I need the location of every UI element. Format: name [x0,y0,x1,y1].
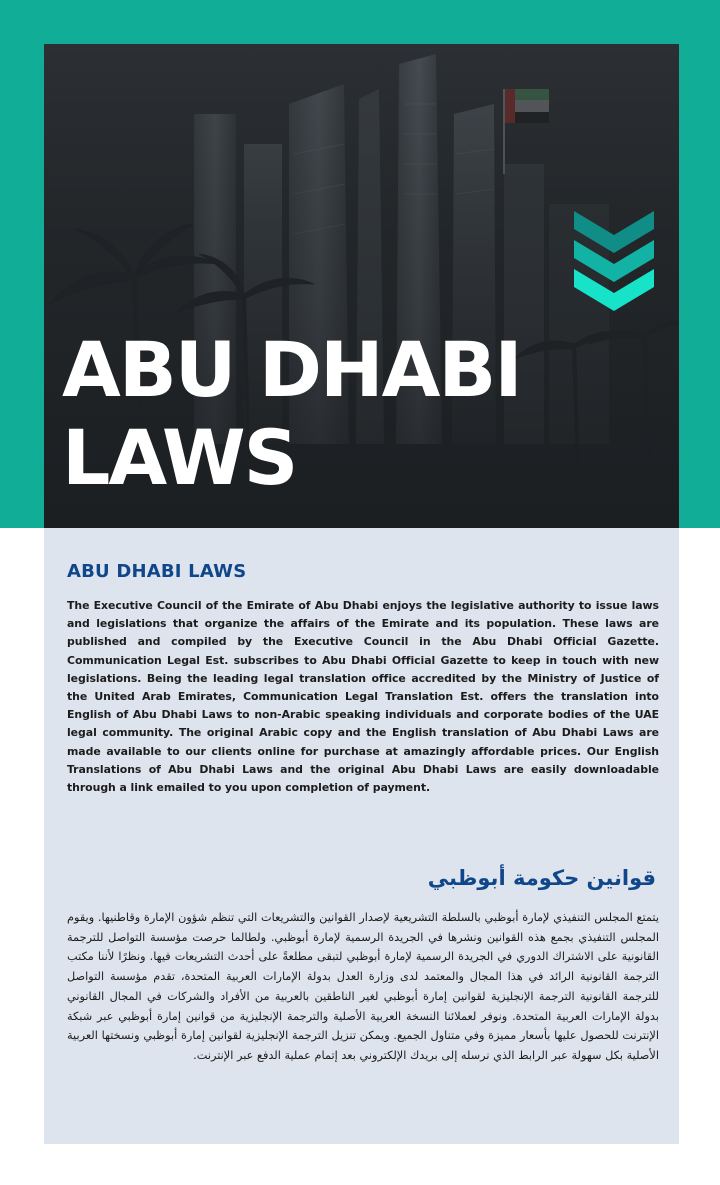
hero-banner [44,44,679,528]
hero-title-line-2: LAWS [62,413,297,502]
english-paragraph: The Executive Council of the Emirate of Abu Dhabi enjoys the legislative authority to issue laws and legislations that organize the affairs of the Emirate and its population. These laws are published and compiled by the Executive Council in the Abu Dhabi Official Gazette. Communication Legal Est. subscribes to Abu Dhabi Official Gazette to keep in touch with new legislations. Being the leading legal translation office accredited by the Ministry of Justice of the United Arab Emirates, Communication Legal Translation Est. offers the translation into English of Abu Dhabi Laws to non-Arabic speaking individuals and corporate bodies of the UAE legal community. The original Arabic copy and the English translation of Abu Dhabi Laws are made available to our clients online for purchase at amazingly affordable prices. Our English Translations of Abu Dhabi Laws and the original Abu Dhabi Laws are easily downloadable through a link emailed to you upon completion of payment. [67,599,659,795]
arabic-paragraph: يتمتع المجلس التنفيذي لإمارة أبوظبي بالسلطة التشريعية لإصدار القوانين والتشريعات التي تنظم شؤون الإمارة وقاطنيها. ويقوم المجلس التنفيذي بجمع هذه القوانين ونشرها في الجريدة الرسمية لإمارة أبوظبي. ولطالما حرصت مؤسسة التواصل للترجمة القانونية على الاشتراك الدوري في الجريدة الرسمية لإمارة أبوظبي لتبقى مطلعةً على أحدث التشريعات فيها. ونظرًا لأننا مكتب الترجمة القانونية الرائد في هذا المجال والمعتمد لدى وزارة العدل بدولة الإمارات العربية المتحدة، تقدم مؤسسة التواصل للترجمة القانونية الترجمة الإنجليزية لقوانين إمارة أبوظبي لغير الناطقين بالعربية من الأفراد والشركات في المجال القانوني بدولة الإمارات العربية المتحدة. ونوفر لعملائنا النسخة العربية الأصلية والترجمة الإنجليزية من قوانين إمارة أبوظبي عبر شبكة الإنترنت للحصول عليها بأسعار مميزة وفي متناول الجميع. ويمكن تنزيل الترجمة الإنجليزية لقوانين إمارة أبوظبي ونسختها العربية الأصلية بكل سهولة عبر الرابط الذي نرسله إلى بريدك الإلكتروني بعد إتمام عملية الدفع عبر الإنترنت. [67,911,659,1062]
triple-chevron-down-icon [574,211,654,311]
english-heading: ABU DHABI LAWS [67,561,247,582]
hero-title [62,326,521,502]
arabic-heading: قوانين حكومة أبوظبي [427,866,656,890]
content-panel [44,528,679,1144]
hero-title-line-1: ABU DHABI [62,325,521,414]
